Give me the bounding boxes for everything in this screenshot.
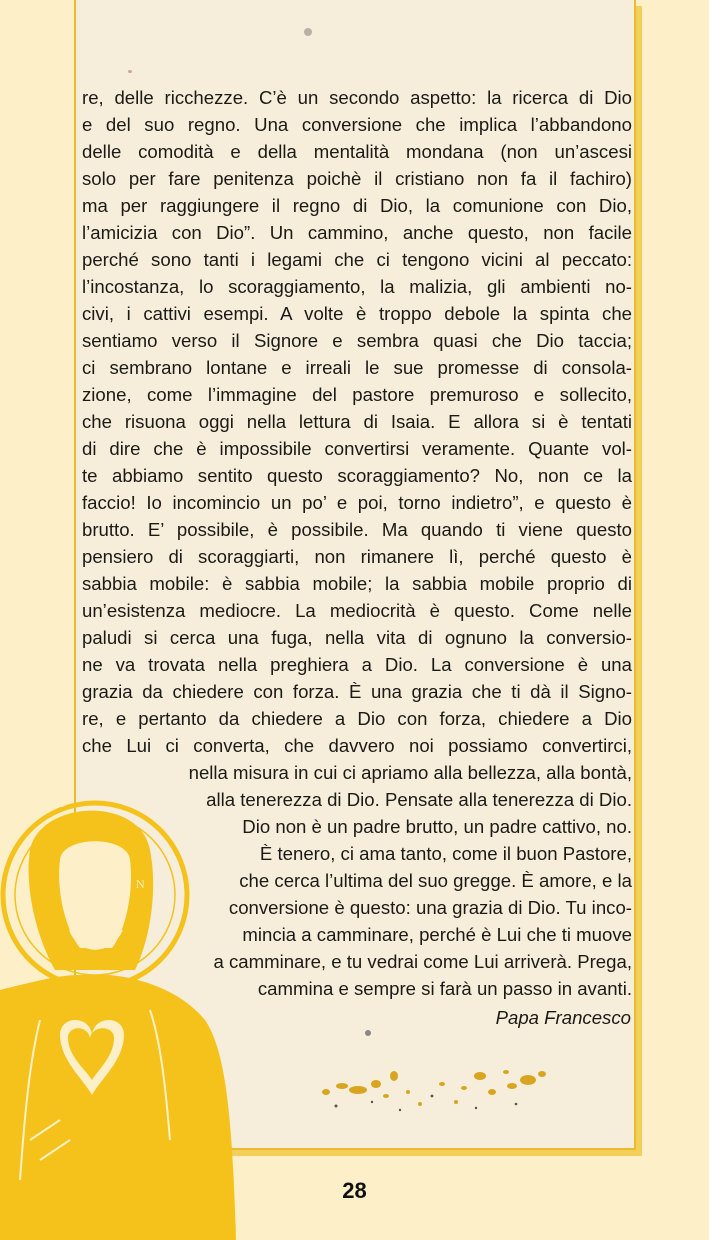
text-line: sentiamo verso il Signore e sembra quasi che Dio taccia; (82, 330, 632, 351)
text-line: che risuona oggi nella lettura di Isaia. E allora si è tentati (82, 411, 632, 432)
text-line: e del suo regno. Una conversione che implica l’abbandono (82, 114, 632, 135)
text-line: solo per fare penitenza poichè il cristiano non fa il fachiro) (82, 168, 632, 189)
svg-text:N: N (136, 877, 145, 891)
text-line: civi, i cattivi esempi. A volte è troppo debole la spinta che (82, 303, 632, 324)
text-line: l’incostanza, lo scoraggiamento, la malizia, gli ambienti no- (82, 276, 632, 297)
gold-splatter-icon (316, 1062, 552, 1122)
text-line: re, e pertanto da chiedere a Dio con forza, chiedere a Dio (82, 708, 632, 729)
text-line: che cerca l’ultima del suo gregge. È amore, e la (239, 870, 632, 891)
text-line: ci sembrano lontane e irreali le sue promesse di consola- (82, 357, 632, 378)
text-line: È tenero, ci ama tanto, come il buon Pastore, (259, 843, 632, 864)
text-line: zione, come l’immagine del pastore premuroso e sollecito, (82, 384, 632, 405)
paper-speck (365, 1030, 371, 1036)
paper-speck (304, 28, 312, 36)
text-line: brutto. E’ possibile, è possibile. Ma quando ti viene questo (82, 519, 632, 540)
text-line: grazia da chiedere con forza. È una grazia che ti dà il Signo- (82, 681, 632, 702)
text-line: alla tenerezza di Dio. Pensate alla tenerezza di Dio. (206, 789, 632, 810)
svg-text:Ó: Ó (57, 796, 66, 810)
text-line: paludi si cerca una fuga, nella vita di ognuno la conversio- (82, 627, 632, 648)
text-line: cammina e sempre si farà un passo in avanti. (257, 978, 632, 999)
paper-speck (128, 70, 132, 73)
text-line: ma per raggiungere il regno di Dio, la comunione con Dio, (82, 195, 632, 216)
text-line: Dio non è un padre brutto, un padre cattivo, no. (242, 816, 632, 837)
text-line: re, delle ricchezze. C’è un secondo aspetto: la ricerca di Dio (82, 87, 632, 108)
text-line: pensiero di scoraggiarti, non rimanere lì, perché questo è (82, 546, 632, 567)
text-line: nella misura in cui ci apriamo alla bellezza, alla bontà, (188, 762, 632, 783)
text-line: l’amicizia con Dio”. Un cammino, anche questo, non facile (82, 222, 632, 243)
text-line: faccio! Io incomincio un po’ e poi, torno indietro”, e questo è (82, 492, 632, 513)
text-line: te abbiamo sentito questo scoraggiamento? No, non ce la (82, 465, 632, 486)
text-line: sabbia mobile: è sabbia mobile; la sabbia mobile proprio di (82, 573, 632, 594)
text-line: un’esistenza mediocre. La mediocrità è questo. Come nelle (82, 600, 632, 621)
text-line: perché sono tanti i legami che ci tengono vicini al peccato: (82, 249, 632, 270)
text-line: che Lui ci converta, che davvero noi possiamo convertirci, (82, 735, 632, 756)
text-line: di dire che è impossibile convertirsi veramente. Quante vol- (82, 438, 632, 459)
text-line: a camminare, e tu vedrai come Lui arriverà. Prega, (213, 951, 632, 972)
text-line: delle comodità e della mentalità mondana (non un’ascesi (82, 141, 632, 162)
text-line: conversione è questo: una grazia di Dio. Tu inco- (228, 897, 632, 918)
body-text (82, 84, 632, 1002)
signature: Papa Francesco (495, 1007, 631, 1028)
text-line: mincia a camminare, perché è Lui che ti muove (242, 924, 632, 945)
text-line: ne va trovata nella preghiera a Dio. La conversione è una (82, 654, 632, 675)
page-number: 28 (342, 1178, 367, 1203)
